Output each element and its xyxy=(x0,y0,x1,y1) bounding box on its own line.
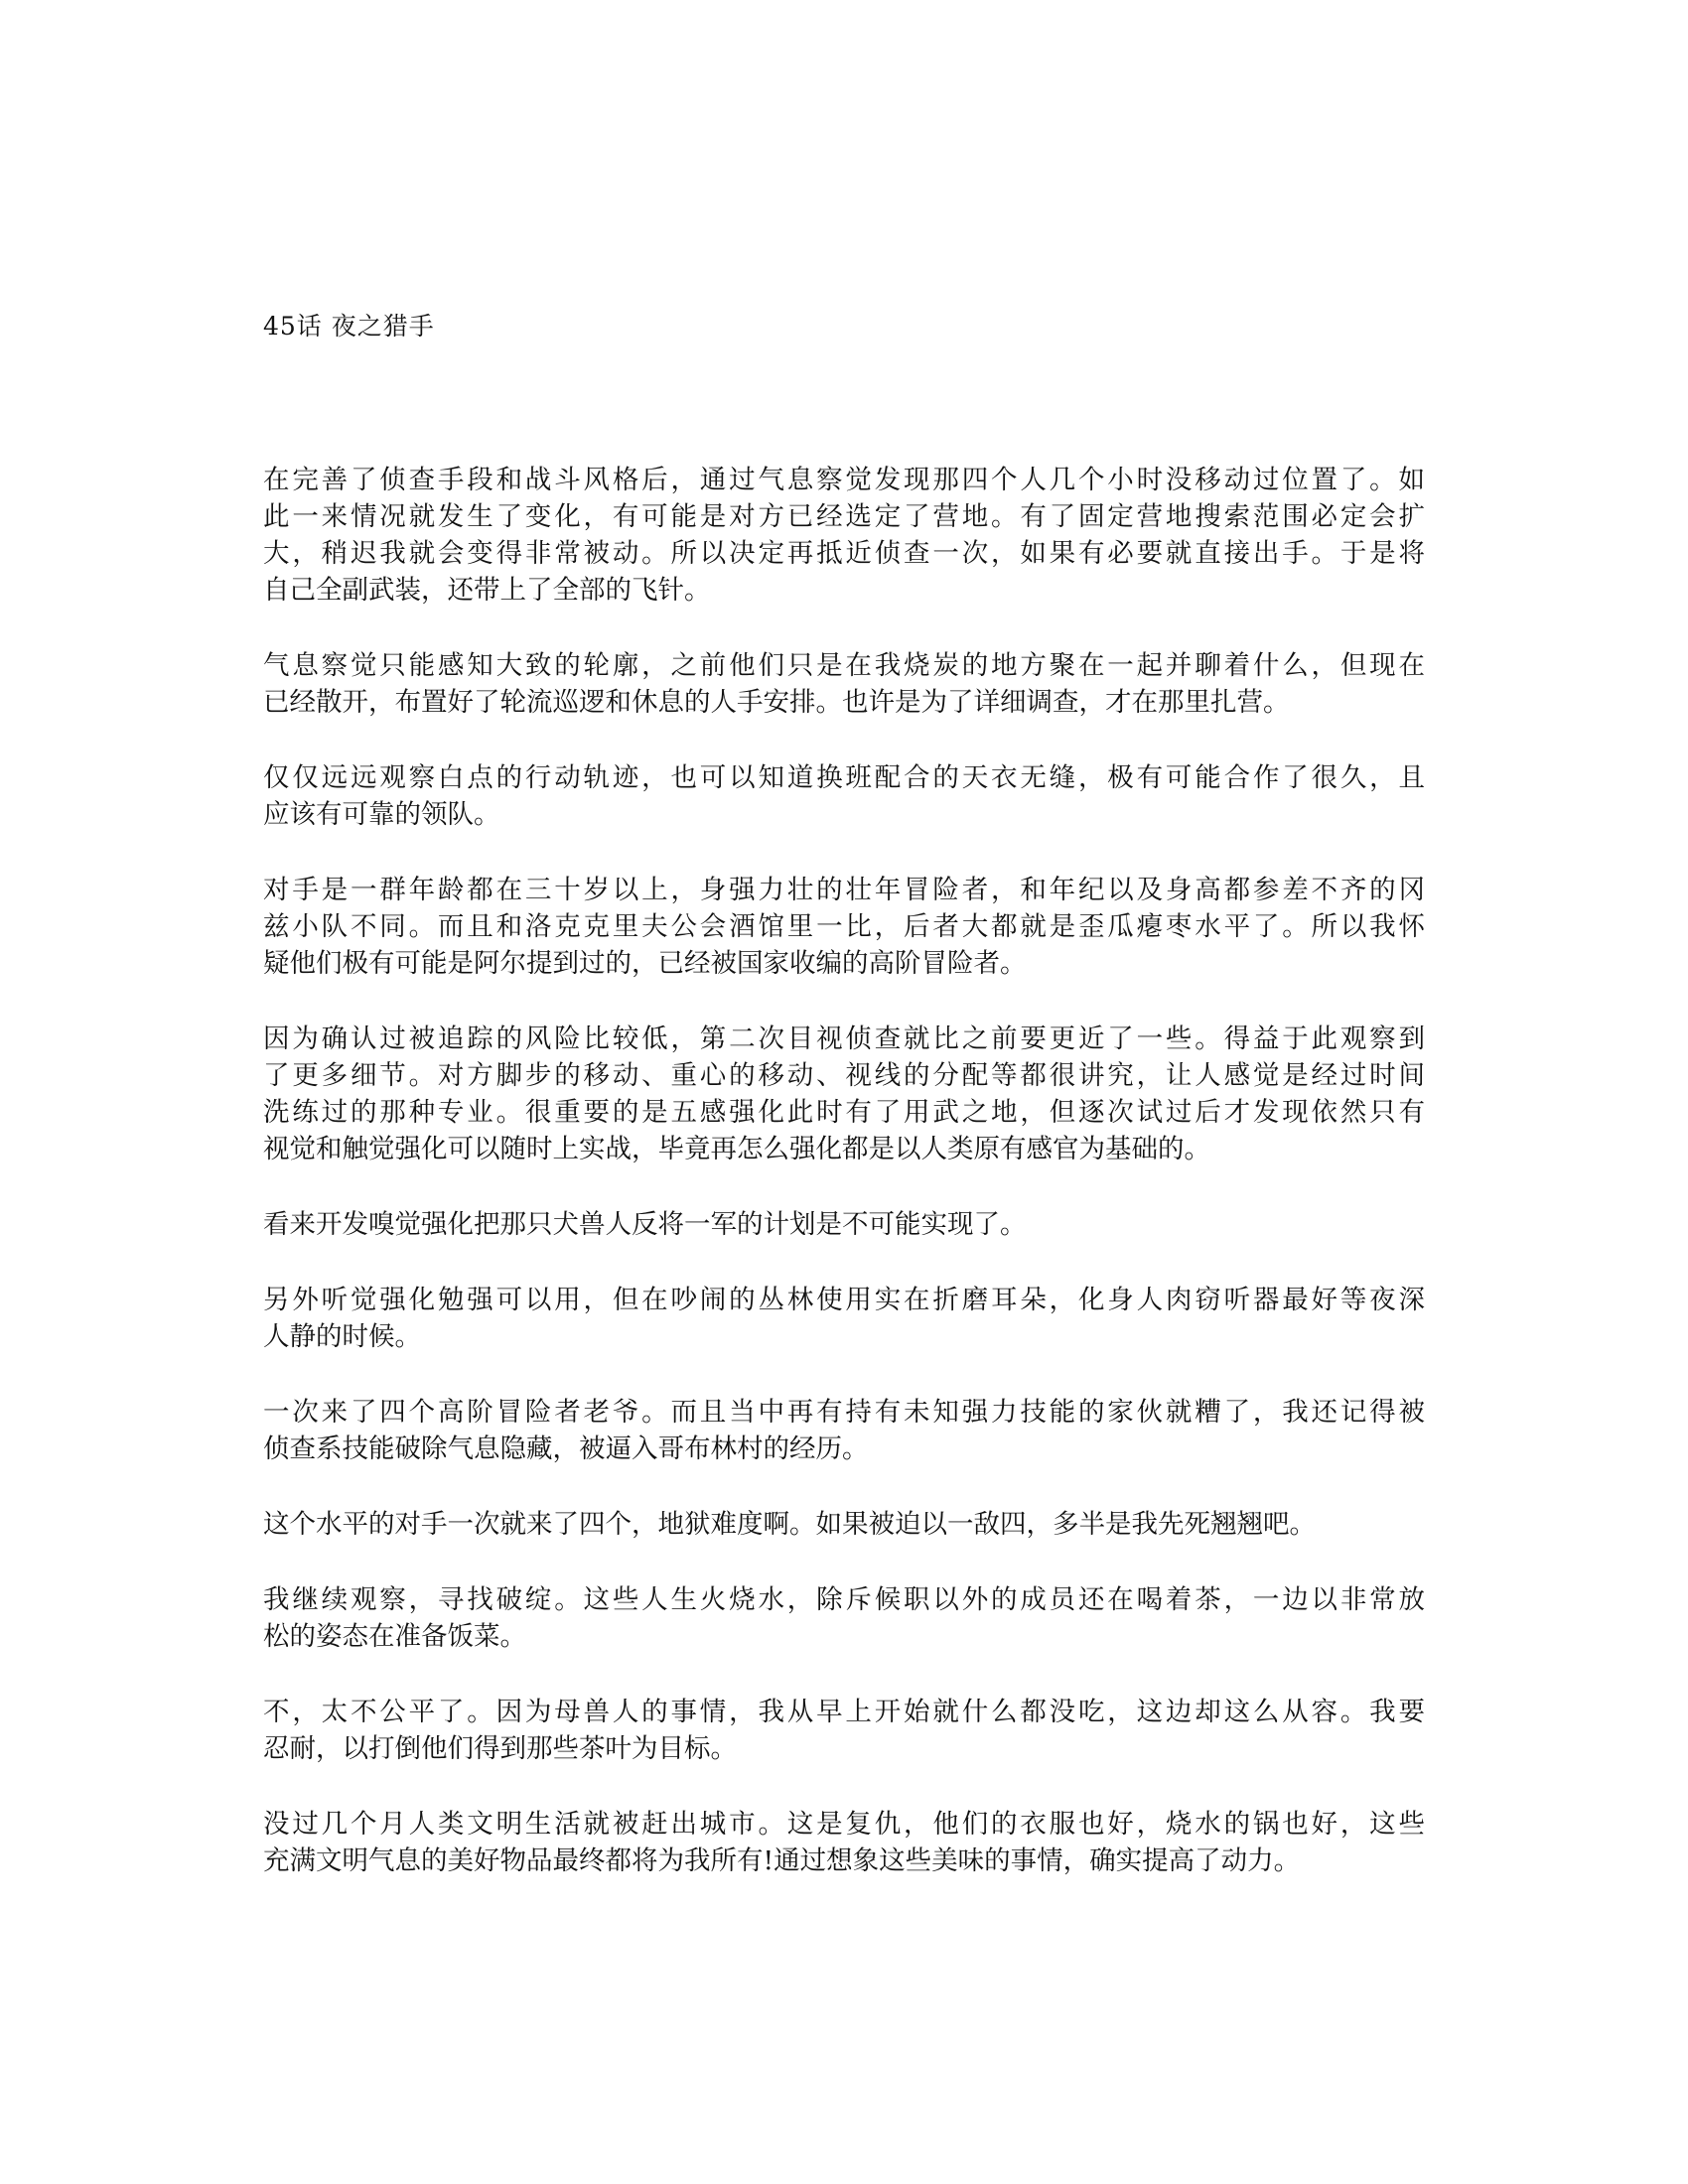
paragraph-line: 兹小队不同。而且和洛克克里夫公会酒馆里一比，后者大都就是歪瓜瘪枣水平了。所以我怀 xyxy=(263,911,1425,942)
paragraph-line: 视觉和触觉强化可以随时上实战，毕竟再怎么强化都是以人类原有感官为基础的。 xyxy=(263,1134,1210,1164)
paragraph-line: 我继续观察，寻找破绽。这些人生火烧水，除斥候职以外的成员还在喝着茶，一边以非常放 xyxy=(263,1584,1425,1615)
paragraph-line: 大，稍迟我就会变得非常被动。所以决定再抵近侦查一次，如果有必要就直接出手。于是将 xyxy=(263,538,1425,569)
paragraph xyxy=(263,1694,1425,1767)
paragraph-line: 忍耐，以打倒他们得到那些茶叶为目标。 xyxy=(263,1733,737,1764)
paragraph-line: 人静的时候。 xyxy=(263,1321,421,1352)
paragraph-line: 松的姿态在准备饭菜。 xyxy=(263,1621,526,1652)
paragraph-line: 仅仅远远观察白点的行动轨迹，也可以知道换班配合的天衣无缝，极有可能合作了很久，且 xyxy=(263,762,1425,793)
paragraph-line: 此一来情况就发生了变化，有可能是对方已经选定了营地。有了固定营地搜索范围必定会扩 xyxy=(263,501,1425,532)
paragraph-line: 自己全副武装，还带上了全部的飞针。 xyxy=(263,575,711,606)
paragraph xyxy=(263,1394,1425,1467)
paragraph-line: 充满文明气息的美好物品最终都将为我所有!通过想象这些美味的事情，确实提高了动力。 xyxy=(263,1845,1301,1876)
paragraph-line: 在完善了侦查手段和战斗风格后，通过气息察觉发现那四个人几个小时没移动过位置了。如 xyxy=(263,465,1425,495)
paragraph-line: 另外听觉强化勉强可以用，但在吵闹的丛林使用实在折磨耳朵，化身人肉窃听器最好等夜深 xyxy=(263,1285,1425,1315)
paragraph xyxy=(263,1581,1425,1655)
paragraph-line: 了更多细节。对方脚步的移动、重心的移动、视线的分配等都很讲究，让人感觉是经过时间 xyxy=(263,1060,1425,1091)
paragraph-line: 对手是一群年龄都在三十岁以上，身强力壮的壮年冒险者，和年纪以及身高都参差不齐的冈 xyxy=(263,875,1425,905)
paragraph xyxy=(263,1806,1425,1879)
paragraph-line: 看来开发嗅觉强化把那只犬兽人反将一军的计划是不可能实现了。 xyxy=(263,1209,1027,1240)
paragraph-line: 已经散开，布置好了轮流巡逻和休息的人手安排。也许是为了详细调查，才在那里扎营。 xyxy=(263,687,1290,718)
paragraph xyxy=(263,647,1425,721)
paragraph xyxy=(263,1282,1425,1355)
paragraph xyxy=(263,759,1425,833)
paragraph-line: 一次来了四个高阶冒险者老爷。而且当中再有持有未知强力技能的家伙就糟了，我还记得被 xyxy=(263,1397,1425,1428)
paragraph xyxy=(263,1506,1425,1543)
paragraph-line: 疑他们极有可能是阿尔提到过的，已经被国家收编的高阶冒险者。 xyxy=(263,948,1027,979)
paragraph-line: 因为确认过被追踪的风险比较低，第二次目视侦查就比之前要更近了一些。得益于此观察到 xyxy=(263,1024,1425,1054)
chapter-body xyxy=(263,462,1425,1918)
paragraph-line: 没过几个月人类文明生活就被赶出城市。这是复仇，他们的衣服也好，烧水的锅也好，这些 xyxy=(263,1809,1425,1840)
paragraph xyxy=(263,1206,1425,1243)
paragraph xyxy=(263,872,1425,982)
paragraph xyxy=(263,462,1425,609)
paragraph-line: 洗练过的那种专业。很重要的是五感强化此时有了用武之地，但逐次试过后才发现依然只有 xyxy=(263,1097,1425,1128)
paragraph-line: 侦查系技能破除气息隐藏，被逼入哥布林村的经历。 xyxy=(263,1433,869,1464)
paragraph-line: 应该有可靠的领队。 xyxy=(263,799,500,830)
paragraph-line: 这个水平的对手一次就来了四个，地狱难度啊。如果被迫以一敌四，多半是我先死翘翘吧。 xyxy=(263,1509,1316,1540)
paragraph-line: 气息察觉只能感知大致的轮廓，之前他们只是在我烧炭的地方聚在一起并聊着什么，但现在 xyxy=(263,650,1425,681)
chapter-title: 45话 夜之猎手 xyxy=(263,312,435,341)
paragraph-line: 不，太不公平了。因为母兽人的事情，我从早上开始就什么都没吃，这边却这么从容。我要 xyxy=(263,1697,1425,1727)
paragraph xyxy=(263,1021,1425,1167)
